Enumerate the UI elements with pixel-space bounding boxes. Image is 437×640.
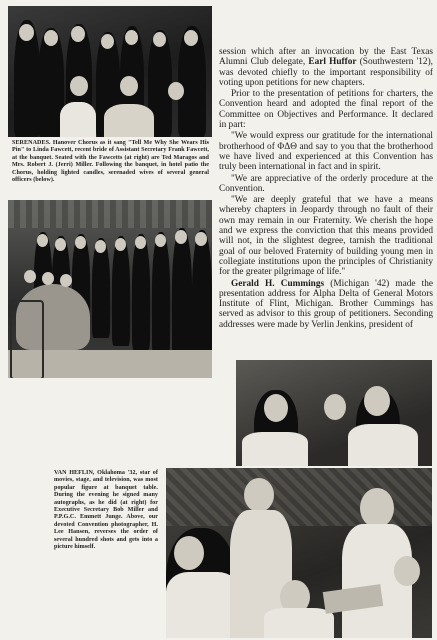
article-p2: Prior to the presentation of petitions for charters, the Convention heard and adopted the final report of the Committee on Objectives and Performance. It declared in part: xyxy=(219,89,433,131)
article-p1: session which after an invocation by the East Texas Alumni Club delegate, xyxy=(219,47,433,68)
article-p1-name: Earl Huffor xyxy=(308,57,357,68)
article-p6: (Michigan '42) made the presentation address for Alpha Delta of General Motors Institute of Flint, Michigan. Brother Cummings has served as advisor to this group of petitioners. Seconding addresses were made by Verlin Jenkins, president of xyxy=(219,278,433,330)
article-p5: "We are deeply grateful that we have a means whereby chapters in Jeopardy through no fault of their own may remain in our Fraternity. We cherish the hope and we express the conviction that this means provided will not, in the slightest degree, tarnish the traditional goal of our beloved Fraternity of building young men in collegiate institutions upon the principles of Christianity for the greater pilgrimage of life." xyxy=(219,195,433,278)
article-p3: "We would express our gratitude for the international brotherhood of ΦΔΘ and say to you that the brotherhood we have lived and experienced at this Convention has truly been international in fact and in spirit. xyxy=(219,131,433,173)
chorus-banquet-photo xyxy=(8,6,212,137)
article-p6-name: Gerald H. Cummings xyxy=(231,278,325,289)
article-p1-rest: (Southwestern '12), was devoted chiefly to the important responsibility of voting upon petitions for new chapters. xyxy=(219,57,433,88)
serenades-caption: SERENADES. Hanover Chorus as it sang "Tell Me Why She Wears His Pin" to Linda Fawcett, recent bride of Assistant Secretary Frank Fawcett, at the banquet. Seated with the Fawcetts (at right) are Ted Maragos and Mrs. Robert J. (Jerri) Miller. Following the banquet, in hotel patio the Chorus, holding lighted candles, serenaded wives of several general officers (below). xyxy=(12,140,209,184)
patio-serenade-photo xyxy=(8,200,212,378)
photographer-photo xyxy=(236,360,432,466)
article-p4: "We are appreciative of the orderly procedure at the Convention. xyxy=(219,173,433,194)
van-heflin-caption: VAN HEFLIN, Oklahoma '32, star of movies, stage, and television, was most popular figure at banquet table. During the evening he signed many autographs, as he did (at right) for Executive Secretary Bob Miller and P.P.G.C. Emmett Junge. Above, our devoted Convention photographer, H. Lee Hansen, reverses the order of several hundred shots and gets into a picture himself. xyxy=(54,470,158,551)
autograph-photo xyxy=(166,468,432,638)
article-body xyxy=(219,47,433,331)
